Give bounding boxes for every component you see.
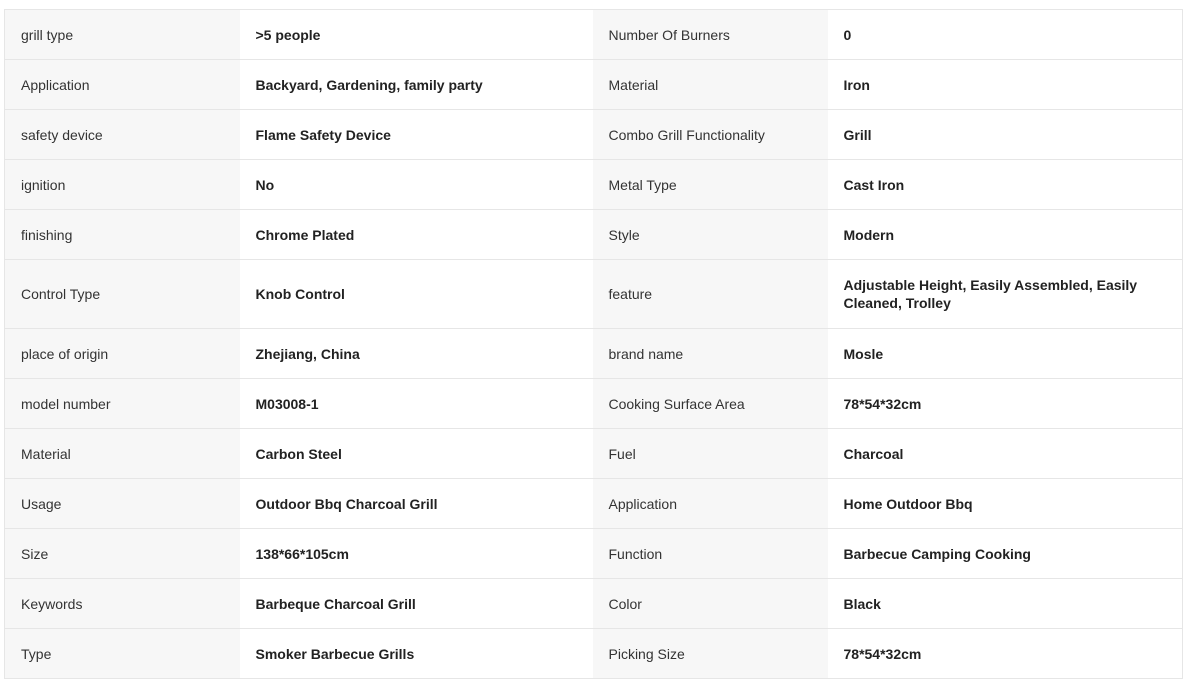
spec-value: Charcoal — [828, 429, 1183, 479]
spec-value: Mosle — [828, 329, 1183, 379]
product-specifications-table — [4, 9, 1183, 679]
spec-value: Smoker Barbecue Grills — [240, 629, 593, 679]
spec-label: Function — [593, 529, 828, 579]
spec-value: M03008-1 — [240, 379, 593, 429]
spec-value: Flame Safety Device — [240, 110, 593, 160]
spec-label: Picking Size — [593, 629, 828, 679]
spec-value: 0 — [828, 10, 1183, 60]
spec-label: Size — [5, 529, 240, 579]
spec-label: Combo Grill Functionality — [593, 110, 828, 160]
spec-value: Carbon Steel — [240, 429, 593, 479]
spec-value: 78*54*32cm — [828, 379, 1183, 429]
spec-label: Usage — [5, 479, 240, 529]
spec-value: 78*54*32cm — [828, 629, 1183, 679]
spec-value: Barbecue Camping Cooking — [828, 529, 1183, 579]
spec-row-application — [5, 60, 1183, 110]
spec-label: place of origin — [5, 329, 240, 379]
spec-row-type — [5, 629, 1183, 679]
spec-value: Iron — [828, 60, 1183, 110]
spec-label: Metal Type — [593, 160, 828, 210]
spec-value: Backyard, Gardening, family party — [240, 60, 593, 110]
spec-value: 138*66*105cm — [240, 529, 593, 579]
spec-row-size — [5, 529, 1183, 579]
spec-label: Type — [5, 629, 240, 679]
spec-label: Material — [5, 429, 240, 479]
spec-label: safety device — [5, 110, 240, 160]
spec-label: Application — [5, 60, 240, 110]
spec-value: Chrome Plated — [240, 210, 593, 260]
spec-value: Cast Iron — [828, 160, 1183, 210]
spec-value: Modern — [828, 210, 1183, 260]
spec-value: >5 people — [240, 10, 593, 60]
spec-value: Barbeque Charcoal Grill — [240, 579, 593, 629]
spec-value: No — [240, 160, 593, 210]
spec-label: Fuel — [593, 429, 828, 479]
spec-label: feature — [593, 260, 828, 329]
spec-row-finishing — [5, 210, 1183, 260]
spec-row-place-of-origin — [5, 329, 1183, 379]
spec-label: Color — [593, 579, 828, 629]
spec-value: Adjustable Height, Easily Assembled, Easily Cleaned, Trolley — [828, 260, 1183, 329]
spec-value: Black — [828, 579, 1183, 629]
spec-row-keywords — [5, 579, 1183, 629]
spec-row-model-number — [5, 379, 1183, 429]
spec-row-grill-type — [5, 10, 1183, 60]
spec-value: Zhejiang, China — [240, 329, 593, 379]
spec-row-safety-device — [5, 110, 1183, 160]
spec-row-control-type — [5, 260, 1183, 329]
spec-label: Application — [593, 479, 828, 529]
spec-label: ignition — [5, 160, 240, 210]
spec-value: Knob Control — [240, 260, 593, 329]
spec-label: Keywords — [5, 579, 240, 629]
spec-value: Home Outdoor Bbq — [828, 479, 1183, 529]
spec-label: model number — [5, 379, 240, 429]
spec-value: Grill — [828, 110, 1183, 160]
spec-label: brand name — [593, 329, 828, 379]
spec-row-usage — [5, 479, 1183, 529]
spec-label: Number Of Burners — [593, 10, 828, 60]
spec-label: Control Type — [5, 260, 240, 329]
spec-label: Style — [593, 210, 828, 260]
spec-value: Outdoor Bbq Charcoal Grill — [240, 479, 593, 529]
spec-label: Cooking Surface Area — [593, 379, 828, 429]
spec-row-ignition — [5, 160, 1183, 210]
spec-label: grill type — [5, 10, 240, 60]
spec-table-body — [5, 10, 1183, 679]
spec-label: Material — [593, 60, 828, 110]
spec-row-material — [5, 429, 1183, 479]
spec-label: finishing — [5, 210, 240, 260]
